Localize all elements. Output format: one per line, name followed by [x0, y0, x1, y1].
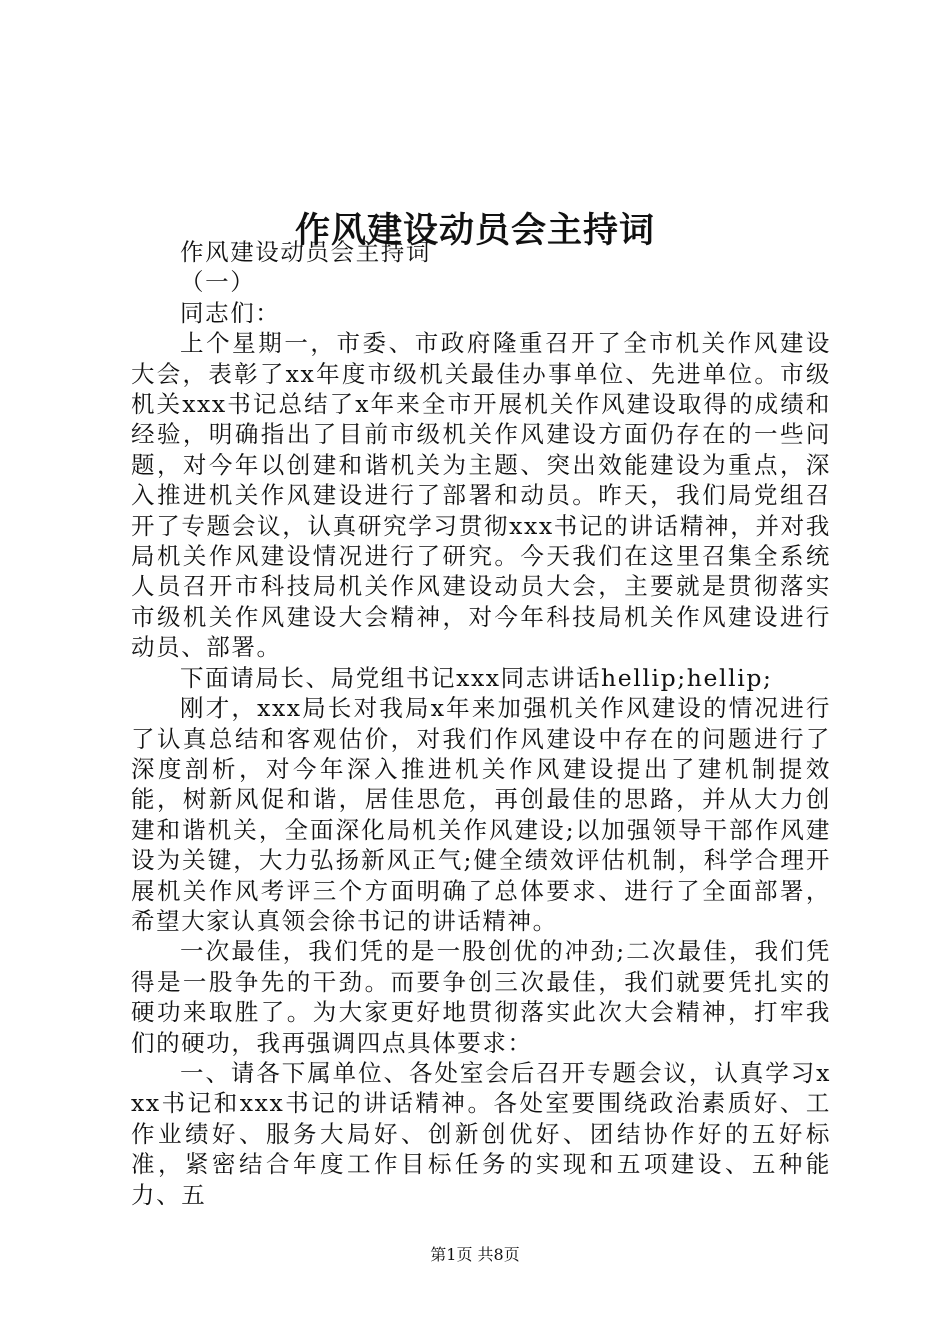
paragraph-requirement-one: 一、请各下属单位、各处室会后召开专题会议，认真学习xxx书记和xxx书记的讲话精神。各处室要围绕政治素质好、工作业绩好、服务大局好、创新创优好、团结协作好的五好标准，紧密结合年度工作目标任务的实现和五项建设、五种能力、五 — [131, 1058, 831, 1209]
document-body — [131, 237, 831, 1210]
paragraph-speech-review: 刚才，xxx局长对我局x年来加强机关作风建设的情况进行了认真总结和客观估价，对我们作风建设中存在的问题进行了深度剖析，对今年深入推进机关作风建设提出了建机制提效能，树新风促和谐，居佳思危，再创最佳的思路，并从大力创建和谐机关，全面深化局机关作风建设;以加强领导干部作风建设为关键，大力弘扬新风正气;健全绩效评估机制，科学合理开展机关作风考评三个方面明确了总体要求、进行了全面部署，希望大家认真领会徐书记的讲话精神。 — [131, 694, 831, 935]
page-footer: 第1页 共8页 — [430, 1245, 520, 1264]
paragraph-speaker-intro: 下面请局长、局党组书记xxx同志讲话hellip;hellip; — [180, 663, 773, 692]
paragraph-section-number: （一） — [180, 268, 256, 297]
page-title: 作风建设动员会主持词 — [294, 210, 655, 252]
paragraph-meeting-summary: 上个星期一，市委、市政府隆重召开了全市机关作风建设大会，表彰了xx年度市级机关最佳办事单位、先进单位。市级机关xxx书记总结了x年来全市开展机关作风建设取得的成绩和经验，明确指出了目前市级机关作风建设方面仍存在的一些问题，对今年以创建和谐机关为主题、突出效能建设为重点，深入推进机关作风建设进行了部署和动员。昨天，我们局党组召开了专题会议，认真研究学习贯彻xxx书记的讲话精神，并对我局机关作风建设情况进行了研究。今天我们在这里召集全系统人员召开市科技局机关作风建设动员大会，主要就是贯彻落实市级机关作风建设大会精神，对今年科技局机关作风建设进行动员、部署。 — [131, 329, 831, 662]
paragraph-salutation: 同志们： — [180, 298, 281, 327]
paragraph-requirements-intro: 一次最佳，我们凭的是一股创优的冲劲;二次最佳，我们凭得是一股争先的干劲。而要争创三次最佳，我们就要凭扎实的硬功来取胜了。为大家更好地贯彻落实此次大会精神，打牢我们的硬功，我再强调四点具体要求： — [131, 937, 831, 1057]
paragraph-subtitle: 作风建设动员会主持词 — [180, 238, 431, 266]
